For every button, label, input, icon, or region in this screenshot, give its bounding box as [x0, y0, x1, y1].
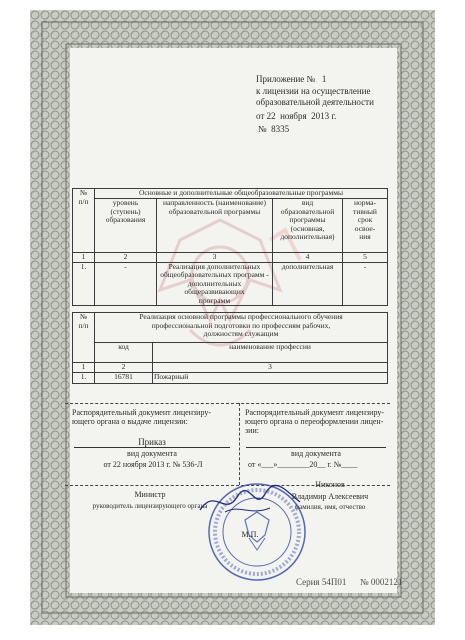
appendix-line3: образовательной деятельности — [256, 97, 374, 107]
signer-position-caption: руководитель лицензирующего органа — [92, 502, 208, 510]
col-direction-header: направленность (наименование) образовательной программы — [157, 199, 273, 253]
reissue-doc-heading: Распорядительный документ лицензиру- ющего органа о переоформлении лицен- зии: — [245, 408, 385, 435]
reissue-doc-date: от «___»________20__ г. №____ — [248, 460, 358, 469]
appendix-title: Приложение № 1 — [256, 74, 327, 84]
programs-table — [72, 188, 388, 306]
table-row — [73, 372, 388, 383]
underline — [246, 447, 386, 448]
underline — [74, 447, 230, 448]
row-num: 1. — [73, 262, 95, 306]
group-header: Основные и дополнительные общеобразовательные программы — [95, 189, 388, 199]
row-name: Пожарный — [153, 372, 388, 383]
row-direction: Реализация дополнительных общеобразовательных программ - дополнительных общеразвивающих программ — [157, 262, 273, 306]
col-level-header: уровень (ступень) образования — [95, 199, 157, 253]
index-cell: 3 — [153, 363, 388, 373]
row-code: 16781 — [95, 372, 153, 383]
row-type: дополнительная — [273, 262, 343, 306]
issue-doc-name: Приказ — [138, 437, 166, 447]
row-term: - — [343, 262, 388, 306]
reissue-doc-type-label: вид документа — [291, 449, 341, 458]
group-header: Реализация основной программы профессионального обучения профессиональной подготовки по профессиям рабочих, должностям служащим — [95, 313, 388, 343]
signer-name: Владимир Алексеевич — [291, 492, 369, 501]
row-num: 1. — [73, 372, 95, 383]
appendix-date: от 22 ноября 2013 г. — [256, 111, 337, 121]
issue-doc-type-label: вид документа — [127, 449, 177, 458]
col-term-header: норма- тивный срок освое- ния — [343, 199, 388, 253]
form-number: № 0002121 — [360, 577, 403, 587]
index-cell: 2 — [95, 363, 153, 373]
index-cell: 3 — [157, 253, 273, 263]
signer-surname: Никонов — [315, 480, 345, 489]
col-type-header: вид образовательной программы (основная, дополнительная) — [273, 199, 343, 253]
issue-doc-date: от 22 ноября 2013 г. № 536-Л — [103, 460, 203, 469]
section-divider — [65, 403, 390, 404]
stamp-label: М.П. — [241, 530, 259, 539]
index-cell: 4 — [273, 253, 343, 263]
col-code-header: код — [95, 343, 153, 363]
column-divider — [239, 403, 240, 485]
name-caption: фамилия, имя, отчество — [294, 503, 366, 511]
table-row — [73, 262, 388, 306]
index-cell: 2 — [95, 253, 157, 263]
col-name-header: наименование профессии — [153, 343, 388, 363]
appendix-line2: к лицензии на осуществление — [256, 86, 371, 96]
col-num-header: № п/п — [73, 313, 95, 363]
form-series: Серия 54П01 — [296, 577, 347, 587]
index-cell: 5 — [343, 253, 388, 263]
professions-table — [72, 312, 388, 384]
row-level: - — [95, 262, 157, 306]
appendix-number: 1 — [321, 74, 327, 84]
col-num-header: № п/п — [73, 189, 95, 253]
index-cell: 1 — [73, 253, 95, 263]
signer-position: Министр — [134, 490, 166, 499]
license-number: № 8335 — [258, 124, 290, 134]
handwritten-signature — [195, 482, 305, 522]
index-cell: 1 — [73, 363, 95, 373]
issue-doc-heading: Распорядительный документ лицензиру- ющего органа о выдаче лицензии: — [72, 408, 212, 426]
